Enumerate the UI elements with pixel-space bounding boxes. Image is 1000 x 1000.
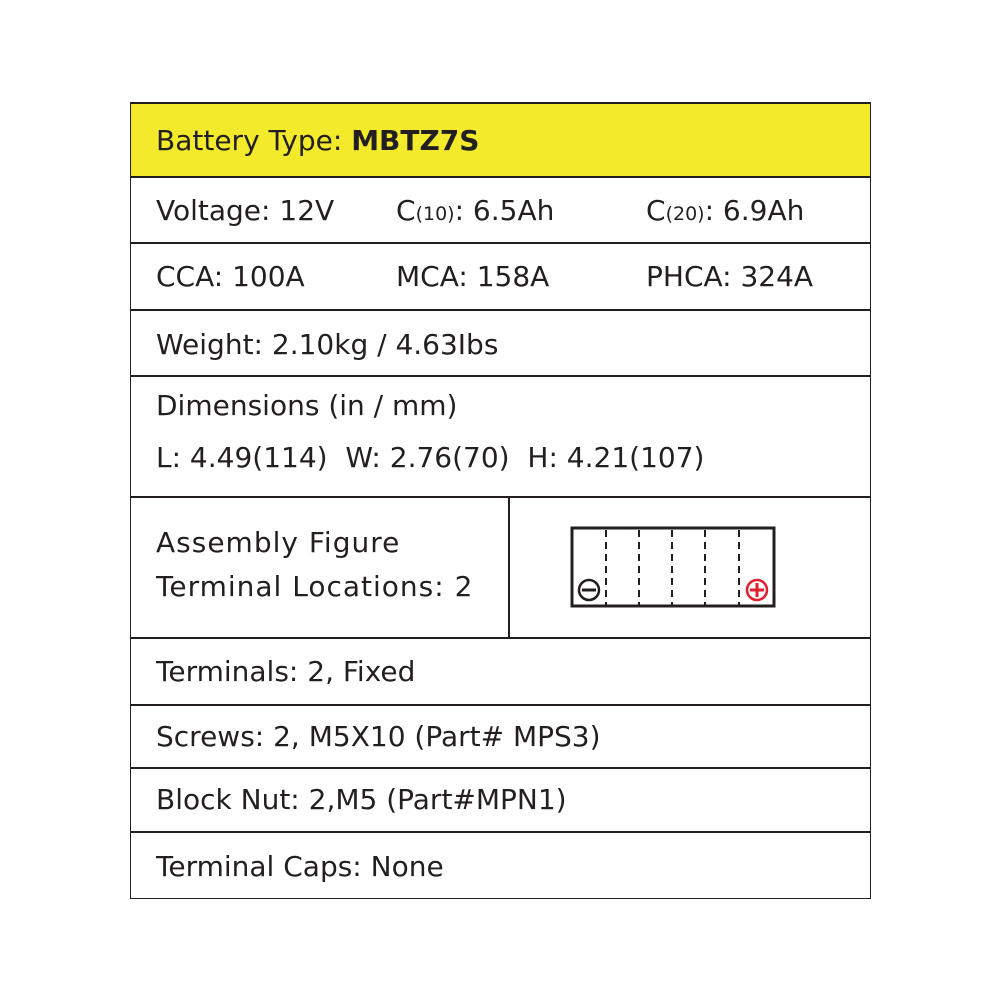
battery-type-value: MBTZ7S (351, 124, 480, 157)
voltage-value: 12V (279, 194, 335, 227)
positive-terminal-icon (747, 580, 767, 600)
assembly-divider (508, 498, 510, 637)
terminal-caps-row (131, 833, 870, 899)
terminals-value: Terminals: 2, Fixed (156, 655, 416, 688)
cranking-amps-row (131, 244, 870, 311)
block-nut-value: Block Nut: 2,M5 (Part#MPN1) (156, 783, 567, 816)
phca-value: PHCA: 324A (646, 260, 814, 293)
voltage-cell (156, 194, 334, 228)
voltage-label: Voltage: (156, 194, 271, 227)
c10-prefix: C (396, 194, 416, 227)
c10-subscript: (10) (415, 203, 455, 225)
c20-cell (646, 194, 804, 231)
terminals-row (131, 639, 870, 706)
mca-value: MCA: 158A (396, 260, 550, 293)
assembly-row (131, 498, 870, 639)
c20-colon: : (704, 194, 715, 227)
weight-value: Weight: 2.10kg / 4.63Ibs (156, 328, 499, 361)
c10-value: 6.5Ah (472, 194, 555, 227)
screws-value: Screws: 2, M5X10 (Part# MPS3) (156, 720, 601, 753)
cell-separators (606, 530, 739, 606)
c20-prefix: C (646, 194, 666, 227)
c20-value: 6.9Ah (722, 194, 805, 227)
terminal-locations: Terminal Locations: 2 (156, 570, 474, 603)
battery-type-label: Battery Type: (156, 124, 343, 157)
screws-row (131, 706, 870, 769)
battery-spec-table (130, 102, 871, 899)
battery-terminal-diagram (570, 526, 776, 610)
c20-subscript: (20) (665, 203, 705, 225)
c10-cell (396, 194, 554, 231)
weight-row (131, 311, 870, 377)
terminal-caps-value: Terminal Caps: None (156, 850, 444, 883)
dimensions-values (156, 441, 704, 475)
block-nut-row (131, 769, 870, 833)
battery-type-row (131, 104, 870, 178)
dimensions-row (131, 377, 870, 498)
voltage-capacity-row (131, 178, 870, 244)
dimension-height: H: 4.21(107) (527, 441, 705, 474)
dimension-length: L: 4.49(114) (156, 441, 328, 474)
dimension-width: W: 2.76(70) (345, 441, 510, 474)
dimensions-title: Dimensions (in / mm) (156, 389, 458, 422)
c10-colon: : (454, 194, 465, 227)
assembly-title: Assembly Figure (156, 526, 401, 559)
negative-terminal-icon (579, 580, 599, 600)
battery-type-cell (156, 124, 479, 158)
cca-value: CCA: 100A (156, 260, 305, 293)
